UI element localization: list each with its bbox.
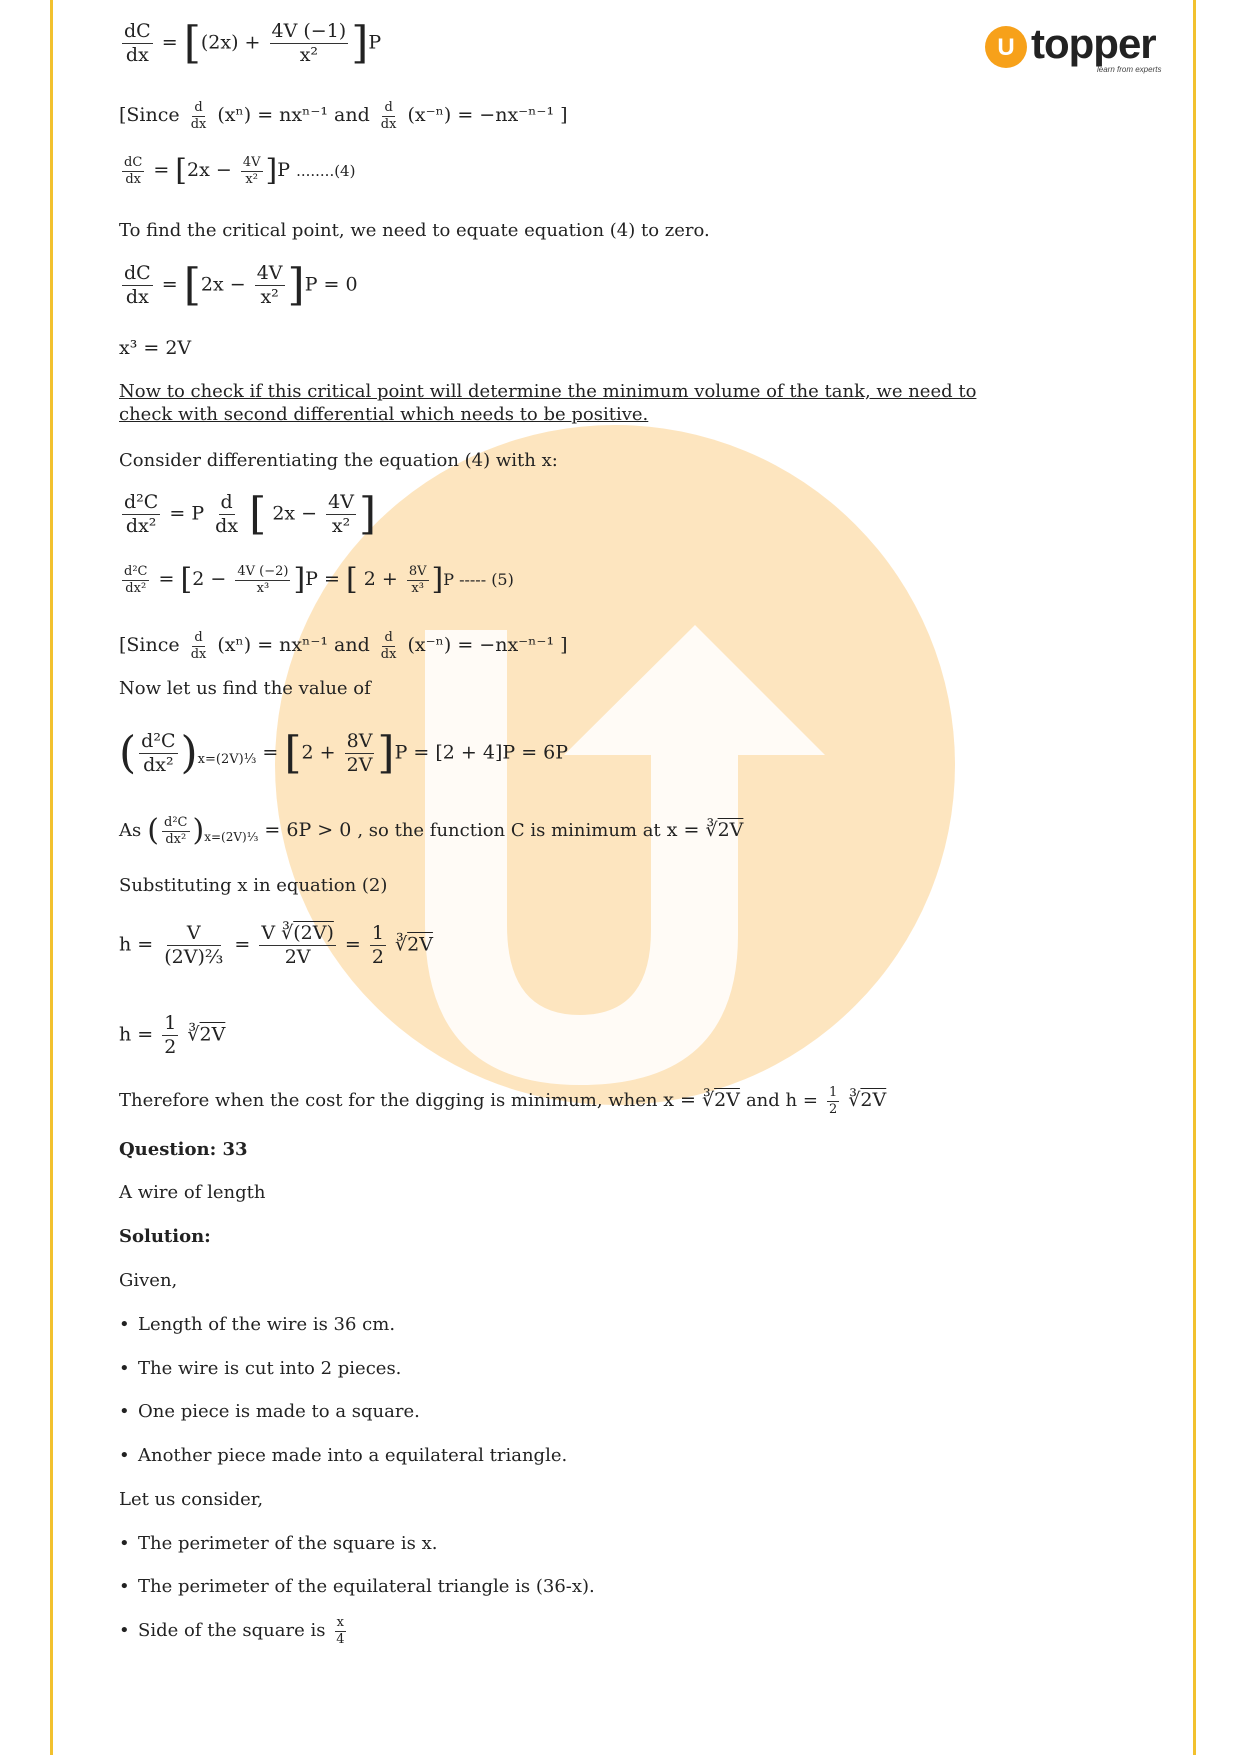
text-check-line-2: check with second differential which needs to be positive.: [119, 404, 649, 425]
equation-h-final: h = $\frac{1}{2}$ ∛2V: [119, 1012, 226, 1058]
list-item: • Length of the wire is 36 cm.: [119, 1314, 396, 1335]
equation-minimum-condition: As ( $\frac{\text{d²C}}{\text{dx²}}$ )$_{x=(2V)\frac{1}{3}} = 6P > 0$ , so the function C is minimum at x = ∛2V: [119, 813, 744, 849]
text-substituting: Substituting x in equation (2): [119, 875, 388, 896]
equation-5: $\frac{\text{d²C}}{\text{dx²}}$ = [2 − $\frac{4V (-2)}{\text{x³}}$ ]P = [ 2 + $\frac{8V}{\text{x³}}$ ]P ----- (5): [124, 562, 514, 598]
topper-logo-tagline: learn from experts: [1097, 65, 1162, 74]
equation-second-derivative: $\frac{\text{d²C}}{\text{dx²}}$ = P $\frac{d}{dx}$ [ 2x − $\frac{4V}{\text{x²}}$ ]: [124, 488, 377, 540]
text-critical: To find the critical point, we need to equate equation (4) to zero.: [119, 220, 710, 241]
text-therefore: Therefore when the cost for the digging is minimum, when x = ∛2V and h = $\frac{1}{2}$ ∛2V: [119, 1085, 887, 1117]
text-find-value: Now let us find the value of: [119, 678, 371, 699]
list-item: • The perimeter of the square is x.: [119, 1533, 438, 1554]
equation-evaluation: ( $\frac{\text{d²C}}{\text{dx²}}$ )$_{x=(2V)\frac{1}{3}} = [2$ + $\frac{8V}{2V}$ ]P = [2 + 4]P = 6P: [119, 727, 569, 779]
equation-x3: x³ = 2V: [119, 337, 192, 359]
page-border-right: [1193, 0, 1196, 1755]
list-item: • Side of the square is $\frac{x}{4}$: [119, 1615, 345, 1647]
since-rule-1: [Since $\frac{d}{dx}$ (xⁿ) = nxⁿ⁻¹ and $\frac{d}{dx}$ (x⁻ⁿ) = −nx⁻ⁿ⁻¹ ]: [119, 100, 568, 132]
topper-logo: [985, 20, 1165, 80]
text-wire: A wire of length: [119, 1182, 266, 1203]
topper-logo-icon: [985, 26, 1027, 68]
equation-zero: $\frac{dC}{dx}$ = [2x − $\frac{4V}{\text{x²}}$ ]P = 0: [124, 259, 358, 311]
svg-text:U: U: [997, 34, 1015, 61]
text-given: Given,: [119, 1270, 178, 1291]
text-check-line-1: Now to check if this critical point will determine the minimum volume of the tank, we need to: [119, 381, 977, 402]
equation-dc-dx: $\frac{dC}{dx}$ = [(2x) + $\frac{4V (-1)}{\text{x²}}$ ]P: [124, 17, 382, 69]
equation-4: $\frac{dC}{dx}$ = [2x − $\frac{4V}{\text{x²}}$ ]P ........(4): [124, 153, 356, 189]
question-heading: Question: 33: [119, 1139, 248, 1160]
equation-h-derivation: h = $\frac{V}{\text{(2V)⅔}}$ = $\frac{V ∛(2V)}{2V}$ = $\frac{1}{2}$ ∛2V: [119, 922, 433, 968]
list-item: • One piece is made to a square.: [119, 1401, 420, 1422]
page-border-left: [50, 0, 53, 1755]
list-item: • Another piece made into a equilateral triangle.: [119, 1445, 568, 1466]
solution-heading: Solution:: [119, 1226, 211, 1247]
text-let-consider: Let us consider,: [119, 1489, 264, 1510]
since-rule-2: [Since $\frac{d}{dx}$ (xⁿ) = nxⁿ⁻¹ and $\frac{d}{dx}$ (x⁻ⁿ) = −nx⁻ⁿ⁻¹ ]: [119, 630, 568, 662]
list-item: • The wire is cut into 2 pieces.: [119, 1358, 402, 1379]
list-item: • The perimeter of the equilateral triangle is (36-x).: [119, 1576, 595, 1597]
topper-logo-text: topper: [1031, 20, 1156, 67]
text-consider: Consider differentiating the equation (4) with x:: [119, 450, 558, 471]
